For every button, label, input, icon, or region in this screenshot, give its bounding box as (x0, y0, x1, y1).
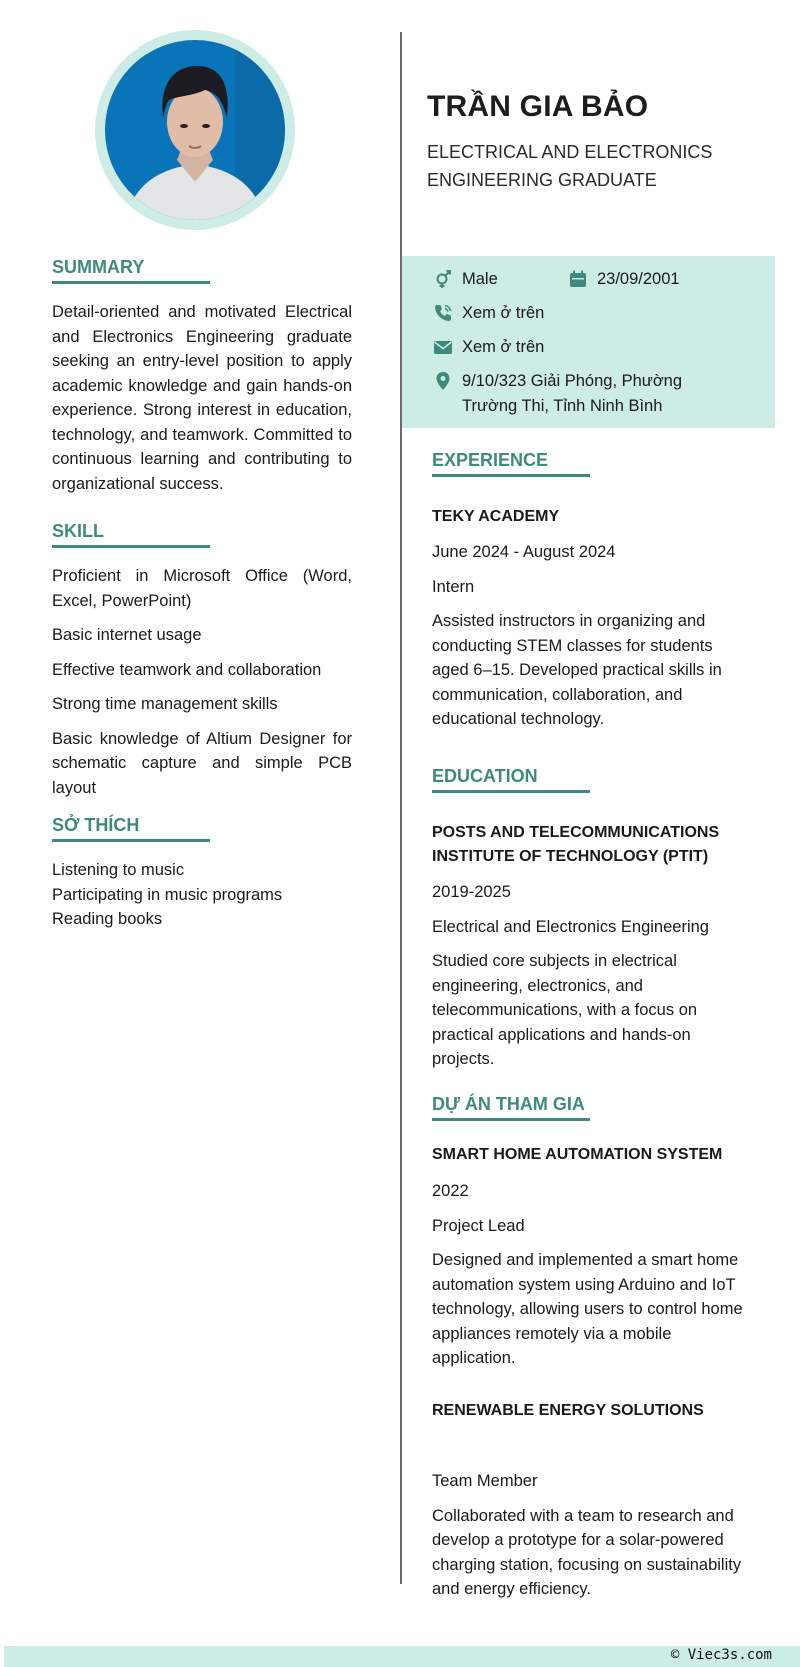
phone-icon (432, 302, 454, 324)
education-description: Studied core subjects in electrical engineering, electronics, and telecommunications, with a focus on practical applications and hands-on projects. (432, 952, 698, 1068)
project-description: Collaborated with a team to research and develop a prototype for a solar-powered charging station, focusing on sustainability and energy efficiency. (432, 1506, 742, 1598)
project-name: RENEWABLE ENERGY SOLUTIONS (432, 1401, 704, 1419)
job-title-line-1: ELECTRICAL AND ELECTRONICS (427, 142, 713, 162)
phone-value: Xem ở trên (462, 304, 545, 322)
experience-role: Intern (432, 577, 475, 596)
email-value: Xem ở trên (462, 338, 545, 356)
project-description: Designed and implemented a smart home automation system using Arduino and IoT technology, allowing users to control home appliances remotely via a mobile application. (432, 1251, 743, 1367)
location-pin-icon (432, 370, 454, 392)
experience-heading: EXPERIENCE (432, 449, 590, 477)
gender-icon (432, 268, 454, 290)
footer-credit: © Viec3s.com (670, 1647, 772, 1663)
experience-description: Assisted instructors in organizing and conducting STEM classes for students aged 6–15. Developed practical skills in communication, collaboration, and educational technology. (432, 612, 722, 728)
address-value (462, 369, 682, 418)
contact-panel (402, 256, 775, 428)
gender-row (432, 267, 498, 292)
skill-item: Strong time management skills (52, 695, 278, 713)
address-line-1: 9/10/323 Giải Phóng, Phường (462, 372, 683, 390)
phone-row (432, 301, 544, 326)
summary-heading: SUMMARY (52, 256, 210, 284)
skill-item: Effective teamwork and collaboration (52, 660, 322, 679)
education-heading: EDUCATION (432, 765, 590, 793)
job-title-line-2: ENGINEERING GRADUATE (427, 170, 657, 190)
summary-text: Detail-oriented and motivated Electrical and Electronics Engineering graduate seeking an entry-level position to apply academic knowledge and gain hands-on experience. Strong interest in education, technology, and teamwork. Committed to continuous learning and contributing to organizational success. (52, 303, 352, 493)
education-major: Electrical and Electronics Engineering (432, 917, 709, 936)
project-year: 2022 (432, 1182, 469, 1200)
experience-period: June 2024 - August 2024 (432, 543, 616, 561)
hobbies-list (52, 858, 352, 932)
skill-item: Proficient in Microsoft Office (Word, Excel, PowerPoint) (52, 567, 352, 610)
avatar-frame (95, 30, 295, 230)
address-row (432, 369, 682, 418)
project-name: SMART HOME AUTOMATION SYSTEM (432, 1146, 723, 1163)
candidate-name: TRẦN GIA BẢO (427, 90, 649, 123)
project-year (432, 1435, 752, 1460)
education-section (432, 765, 752, 1072)
projects-heading: DỰ ÁN THAM GIA (432, 1093, 590, 1121)
footer-bar (4, 1646, 800, 1667)
dob-value: 23/09/2001 (597, 270, 680, 288)
hobby-item: Participating in music programs (52, 885, 283, 904)
education-school: POSTS AND TELECOMMUNICATIONS INSTITUTE OF TECHNOLOGY (PTIT) (432, 824, 720, 865)
experience-section (432, 449, 752, 732)
email-row (432, 335, 544, 360)
address-line-2: Trường Thi, Tỉnh Ninh Bình (462, 396, 663, 415)
hobbies-heading: SỞ THÍCH (52, 814, 210, 842)
projects-section (432, 1093, 752, 1602)
project-role: Project Lead (432, 1216, 525, 1235)
email-icon (432, 336, 454, 358)
calendar-icon (567, 268, 589, 290)
job-title (427, 138, 747, 194)
skill-item: Basic knowledge of Altium Designer for schematic capture and simple PCB layout (52, 729, 352, 797)
skill-item: Basic internet usage (52, 626, 202, 644)
gender-value: Male (462, 270, 498, 288)
skill-heading: SKILL (52, 520, 210, 548)
left-column (52, 256, 352, 932)
hobby-item: Reading books (52, 910, 163, 928)
experience-company: TEKY ACADEMY (432, 508, 560, 525)
avatar (105, 40, 285, 220)
dob-row (567, 267, 680, 292)
project-role: Team Member (432, 1472, 538, 1490)
education-period: 2019-2025 (432, 883, 511, 901)
hobby-item: Listening to music (52, 861, 185, 879)
skill-list (52, 564, 352, 800)
